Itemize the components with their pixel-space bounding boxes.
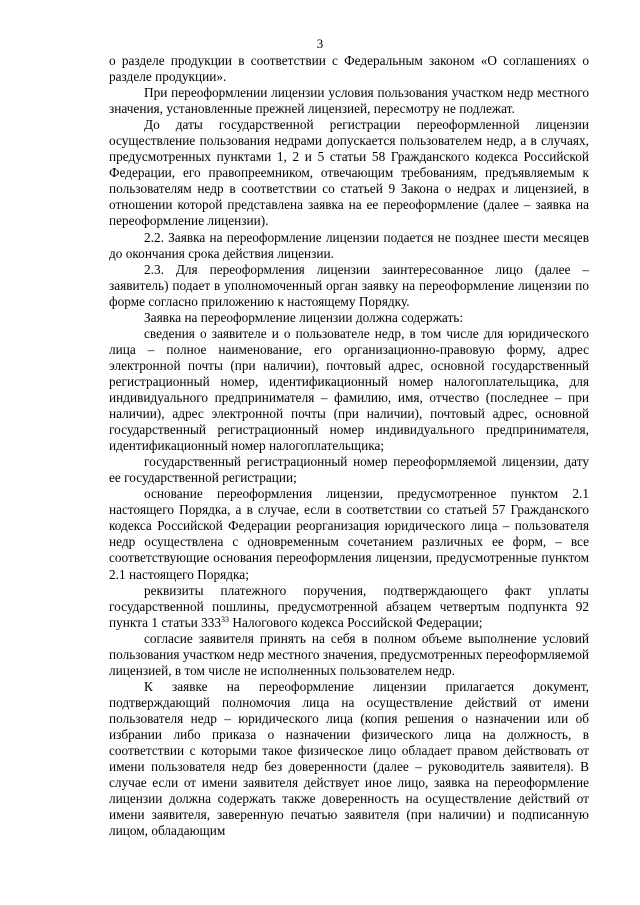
paragraph-payment-requisites (109, 583, 589, 631)
paragraph-attached-documents: К заявке на переоформление лицензии прилагается документ, подтверждающий полномочия лица на осуществление действий от имени пользователя недр – юридического лица (копия решения о назначении или об избрании либо приказа о назначении физического лица на должность, в соответствии с которыми такое физическое лицо обладает правом действовать от имени пользователя недр без доверенности (далее – руководитель заявителя). В случае если от имени заявителя действует иное лицо, заявка на переоформление лицензии должна содержать также доверенность на осуществление действий от имени заявителя, заверенную печатью заявителя (при наличии) и подписанную лицом, обладающим (109, 678, 589, 839)
requisites-text: реквизиты платежного поручения, подтверждающего факт уплаты государственной пошлины, предусмотренной абзацем четвертым подпункта 92 пункта 1 статьи 333 (109, 582, 589, 630)
document-body (109, 53, 589, 839)
paragraph-applicant-info: сведения о заявителе и о пользователе недр, в том числе для юридического лица – полное наименование, его организационно-правовую форму, адрес электронной почты (при наличии), почтовый адрес, основной государственный регистрационный номер, идентификационный номер налогоплательщика, для индивидуального предпринимателя – фамилию, имя, отчество (последнее – при наличии), адрес электронной почты (при наличии), почтовый адрес, основной государственный регистрационный номер индивидуального предпринимателя, идентификационный номер налогоплательщика; (109, 325, 589, 454)
page-number: 3 (316, 36, 324, 51)
paragraph-application-contents-intro: Заявка на переоформление лицензии должна содержать: (144, 309, 464, 325)
paragraph-before-registration: До даты государственной регистрации переоформленной лицензии осуществление пользования недрами допускается пользователем недр, а в случаях, предусмотренных пунктами 1, 2 и 5 статьи 58 Гражданского кодекса Российской Федерации, его правопреемником, отвечающим требованиям, предъявляемым к пользователям недр в соответствии со статьей 9 Закона о недрах и лицензией, в отношении которой представлена заявка на ее переоформление (далее – заявка на переоформление лицензии). (109, 117, 589, 229)
paragraph-reissue-grounds: основание переоформления лицензии, предусмотренное пунктом 2.1 настоящего Порядка, а в случае, если в соответствии со статьей 57 Гражданского кодекса Российской Федерации реорганизация юридического лица – пользователя недр осуществлена с одновременным сочетанием различных ее форм, – все соответствующие основания переоформления лицензии, предусмотренные пунктом 2.1 настоящего Порядка; (109, 486, 589, 582)
paragraph-license-conditions: При переоформлении лицензии условия пользования участком недр местного значения, установленные прежней лицензией, пересмотру не подлежат. (109, 85, 589, 117)
paragraph-2-3: 2.3. Для переоформления лицензии заинтересованное лицо (далее – заявитель) подает в уполномоченный орган заявку на переоформление лицензии по форме согласно приложению к настоящему Порядку. (109, 261, 589, 309)
paragraph-registration-number: государственный регистрационный номер переоформляемой лицензии, дату ее государственной регистрации; (109, 454, 589, 486)
paragraph-psa-reference: о разделе продукции в соответствии с Федеральным законом «О соглашениях о разделе продукции». (109, 53, 589, 85)
article-superscript: 33 (221, 614, 230, 624)
paragraph-applicant-consent: согласие заявителя принять на себя в полном объеме выполнение условий пользования участком недр местного значения, предусмотренных переоформляемой лицензией, в том числе не исполненных пользователем недр. (109, 630, 589, 678)
requisites-text-end: Налогового кодекса Российской Федерации; (229, 614, 483, 630)
paragraph-2-2: 2.2. Заявка на переоформление лицензии подается не позднее шести месяцев до окончания срока действия лицензии. (109, 229, 589, 261)
